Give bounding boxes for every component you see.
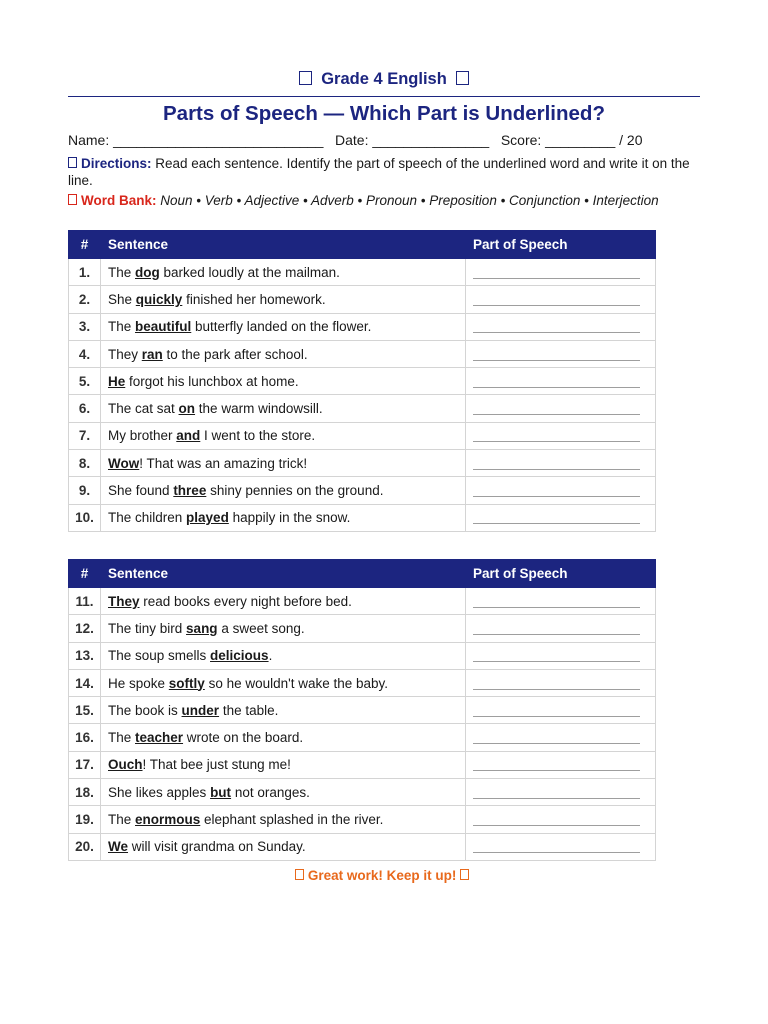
question-number: 16. xyxy=(69,724,101,751)
question-sentence xyxy=(101,313,466,340)
sentence-post: to the park after school. xyxy=(162,346,308,362)
sentence-pre: The soup smells xyxy=(108,648,211,664)
answer-cell[interactable] xyxy=(466,395,656,422)
table-row xyxy=(69,340,656,367)
sentence-pre: The xyxy=(108,264,136,280)
col-header-sentence: Sentence xyxy=(101,560,466,588)
col-header-pos: Part of Speech xyxy=(466,560,656,588)
answer-cell[interactable] xyxy=(466,751,656,778)
answer-line[interactable] xyxy=(473,375,640,388)
sentence-post: will visit grandma on Sunday. xyxy=(128,839,306,855)
sentence-pre: He spoke xyxy=(108,675,169,691)
sentence-pre: She xyxy=(108,291,136,307)
sentence-post: wrote on the board. xyxy=(183,730,304,746)
sentence-post: finished her homework. xyxy=(182,291,326,307)
answer-line[interactable] xyxy=(473,348,640,361)
table-header-row xyxy=(69,231,656,259)
answer-cell[interactable] xyxy=(466,806,656,833)
sentence-post: a sweet song. xyxy=(217,620,305,636)
table-row xyxy=(69,286,656,313)
question-number: 8. xyxy=(69,450,101,477)
underlined-word: enormous xyxy=(135,812,201,828)
table-row xyxy=(69,313,656,340)
answer-cell[interactable] xyxy=(466,340,656,367)
sentence-pre: She found xyxy=(108,483,174,499)
box-icon xyxy=(299,71,312,85)
table-row xyxy=(69,368,656,395)
question-sentence xyxy=(101,422,466,449)
sentence-post: barked loudly at the mailman. xyxy=(159,264,340,280)
answer-cell[interactable] xyxy=(466,642,656,669)
table-header-row xyxy=(69,560,656,588)
answer-cell[interactable] xyxy=(466,615,656,642)
sentence-pre: They xyxy=(108,346,142,362)
question-number: 12. xyxy=(69,615,101,642)
question-sentence xyxy=(101,615,466,642)
question-number: 3. xyxy=(69,313,101,340)
answer-line[interactable] xyxy=(473,704,640,717)
answer-cell[interactable] xyxy=(466,779,656,806)
question-number: 2. xyxy=(69,286,101,313)
question-number: 13. xyxy=(69,642,101,669)
question-sentence xyxy=(101,779,466,806)
question-number: 20. xyxy=(69,833,101,860)
answer-cell[interactable] xyxy=(466,833,656,860)
worksheet-title: Parts of Speech — Which Part is Underlined? xyxy=(163,102,605,125)
sentence-post: . xyxy=(268,648,273,664)
question-number: 15. xyxy=(69,697,101,724)
sentence-post: I went to the store. xyxy=(200,428,316,444)
underlined-word: played xyxy=(186,510,229,526)
underlined-word: on xyxy=(178,401,196,417)
underlined-word: dog xyxy=(135,264,160,280)
answer-line[interactable] xyxy=(473,813,640,826)
table-row xyxy=(69,504,656,531)
answer-cell[interactable] xyxy=(466,313,656,340)
answer-line[interactable] xyxy=(473,484,640,497)
question-sentence xyxy=(101,724,466,751)
directions-label: Directions: xyxy=(81,156,152,171)
table-row xyxy=(69,615,656,642)
footer-text: Great work! Keep it up! xyxy=(307,868,457,883)
table-row xyxy=(69,450,656,477)
answer-cell[interactable] xyxy=(466,450,656,477)
table-row xyxy=(69,724,656,751)
table-row xyxy=(69,642,656,669)
sentence-post: forgot his lunchbox at home. xyxy=(125,373,299,389)
question-number: 6. xyxy=(69,395,101,422)
underlined-word: and xyxy=(176,428,201,444)
question-number: 9. xyxy=(69,477,101,504)
table-row xyxy=(69,779,656,806)
question-number: 4. xyxy=(69,340,101,367)
footer-message xyxy=(0,868,768,883)
sentence-post: elephant splashed in the river. xyxy=(200,812,384,828)
sentence-pre: The tiny bird xyxy=(108,620,187,636)
underlined-word: teacher xyxy=(135,730,184,746)
answer-line[interactable] xyxy=(473,622,640,635)
col-header-num: # xyxy=(69,560,101,588)
student-info-line: Name: ___________________________ Date: _______________ Score: _________ / 20 xyxy=(68,132,643,148)
table-row xyxy=(69,477,656,504)
answer-cell[interactable] xyxy=(466,477,656,504)
answer-line[interactable] xyxy=(473,758,640,771)
answer-cell[interactable] xyxy=(466,286,656,313)
question-number: 7. xyxy=(69,422,101,449)
question-sentence xyxy=(101,368,466,395)
question-number: 5. xyxy=(69,368,101,395)
question-sentence xyxy=(101,286,466,313)
grade-heading xyxy=(0,70,768,89)
answer-line[interactable] xyxy=(473,402,640,415)
table-row xyxy=(69,395,656,422)
directions-text: Read each sentence. Identify the part of speech of the underlined word and write it on the line. xyxy=(68,156,690,188)
sentence-pre: The xyxy=(108,812,136,828)
sentence-pre: The xyxy=(108,319,136,335)
answer-cell[interactable] xyxy=(466,368,656,395)
word-bank-label: Word Bank: xyxy=(81,193,157,208)
underlined-word: ran xyxy=(141,346,163,362)
underlined-word: Ouch xyxy=(108,757,143,773)
sentence-pre: My brother xyxy=(108,428,177,444)
col-header-pos: Part of Speech xyxy=(466,231,656,259)
answer-line[interactable] xyxy=(473,595,640,608)
question-sentence xyxy=(101,340,466,367)
sentence-post: read books every night before bed. xyxy=(139,593,352,609)
question-sentence xyxy=(101,833,466,860)
table-row xyxy=(69,697,656,724)
sentence-pre: The xyxy=(108,730,136,746)
questions-table-1 xyxy=(68,230,656,532)
answer-line[interactable] xyxy=(473,649,640,662)
answer-line[interactable] xyxy=(473,731,640,744)
sentence-pre: The cat sat xyxy=(108,401,179,417)
answer-line[interactable] xyxy=(473,786,640,799)
table-row xyxy=(69,588,656,615)
grade-title: Grade 4 English xyxy=(321,70,447,88)
sentence-post: not oranges. xyxy=(231,784,310,800)
directions xyxy=(68,155,700,189)
underlined-word: They xyxy=(108,593,140,609)
sentence-post: ! That was an amazing trick! xyxy=(139,455,308,471)
question-number: 10. xyxy=(69,504,101,531)
questions-table-2 xyxy=(68,559,656,861)
answer-line[interactable] xyxy=(473,840,640,853)
underlined-word: We xyxy=(108,839,129,855)
questions-body-2 xyxy=(69,588,656,861)
answer-cell[interactable] xyxy=(466,669,656,696)
question-number: 19. xyxy=(69,806,101,833)
underlined-word: quickly xyxy=(135,291,183,307)
underlined-word: under xyxy=(181,702,220,718)
col-header-sentence: Sentence xyxy=(101,231,466,259)
answer-line[interactable] xyxy=(473,511,640,524)
table-row xyxy=(69,422,656,449)
box-icon xyxy=(68,194,77,205)
underlined-word: delicious xyxy=(210,648,269,664)
answer-cell[interactable] xyxy=(466,259,656,286)
table-row xyxy=(69,806,656,833)
question-sentence xyxy=(101,697,466,724)
header-divider xyxy=(68,96,700,97)
box-icon xyxy=(295,869,304,880)
question-sentence xyxy=(101,450,466,477)
directions-label-wrap xyxy=(68,156,152,171)
question-sentence xyxy=(101,669,466,696)
answer-line[interactable] xyxy=(473,457,640,470)
sentence-post: so he wouldn't wake the baby. xyxy=(204,675,389,691)
questions-body-1 xyxy=(69,259,656,532)
question-sentence xyxy=(101,806,466,833)
answer-cell[interactable] xyxy=(466,724,656,751)
question-sentence xyxy=(101,504,466,531)
answer-cell[interactable] xyxy=(466,588,656,615)
sentence-pre: The book is xyxy=(108,702,182,718)
sentence-post: the warm windowsill. xyxy=(195,401,323,417)
underlined-word: Wow xyxy=(108,455,140,471)
sentence-post: ! That bee just stung me! xyxy=(142,757,291,773)
underlined-word: three xyxy=(173,483,207,499)
table-row xyxy=(69,751,656,778)
question-number: 18. xyxy=(69,779,101,806)
word-bank-words: Noun • Verb • Adjective • Adverb • Pronoun • Preposition • Conjunction • Interjection xyxy=(156,193,659,208)
sentence-pre: The children xyxy=(108,510,187,526)
underlined-word: He xyxy=(108,373,126,389)
question-sentence xyxy=(101,477,466,504)
underlined-word: sang xyxy=(186,620,218,636)
sentence-pre: She likes apples xyxy=(108,784,211,800)
answer-line[interactable] xyxy=(473,429,640,442)
answer-line[interactable] xyxy=(473,293,640,306)
answer-cell[interactable] xyxy=(466,504,656,531)
underlined-word: but xyxy=(210,784,232,800)
col-header-num: # xyxy=(69,231,101,259)
box-icon xyxy=(456,71,469,85)
answer-cell[interactable] xyxy=(466,697,656,724)
sentence-post: butterfly landed on the flower. xyxy=(191,319,372,335)
question-sentence xyxy=(101,588,466,615)
question-number: 11. xyxy=(69,588,101,615)
question-sentence xyxy=(101,395,466,422)
question-number: 1. xyxy=(69,259,101,286)
sentence-post: happily in the snow. xyxy=(228,510,351,526)
table-row xyxy=(69,833,656,860)
question-number: 14. xyxy=(69,669,101,696)
answer-line[interactable] xyxy=(473,677,640,690)
word-bank xyxy=(68,192,700,209)
question-sentence xyxy=(101,642,466,669)
answer-line[interactable] xyxy=(473,266,640,279)
table-row xyxy=(69,259,656,286)
sentence-post: the table. xyxy=(219,702,279,718)
answer-line[interactable] xyxy=(473,320,640,333)
underlined-word: beautiful xyxy=(135,319,192,335)
underlined-word: softly xyxy=(168,675,205,691)
box-icon xyxy=(460,869,469,880)
answer-cell[interactable] xyxy=(466,422,656,449)
question-number: 17. xyxy=(69,751,101,778)
question-sentence xyxy=(101,751,466,778)
box-icon xyxy=(68,157,77,168)
sentence-post: shiny pennies on the ground. xyxy=(206,483,384,499)
word-bank-label-wrap xyxy=(68,193,157,208)
table-row xyxy=(69,669,656,696)
question-sentence xyxy=(101,259,466,286)
